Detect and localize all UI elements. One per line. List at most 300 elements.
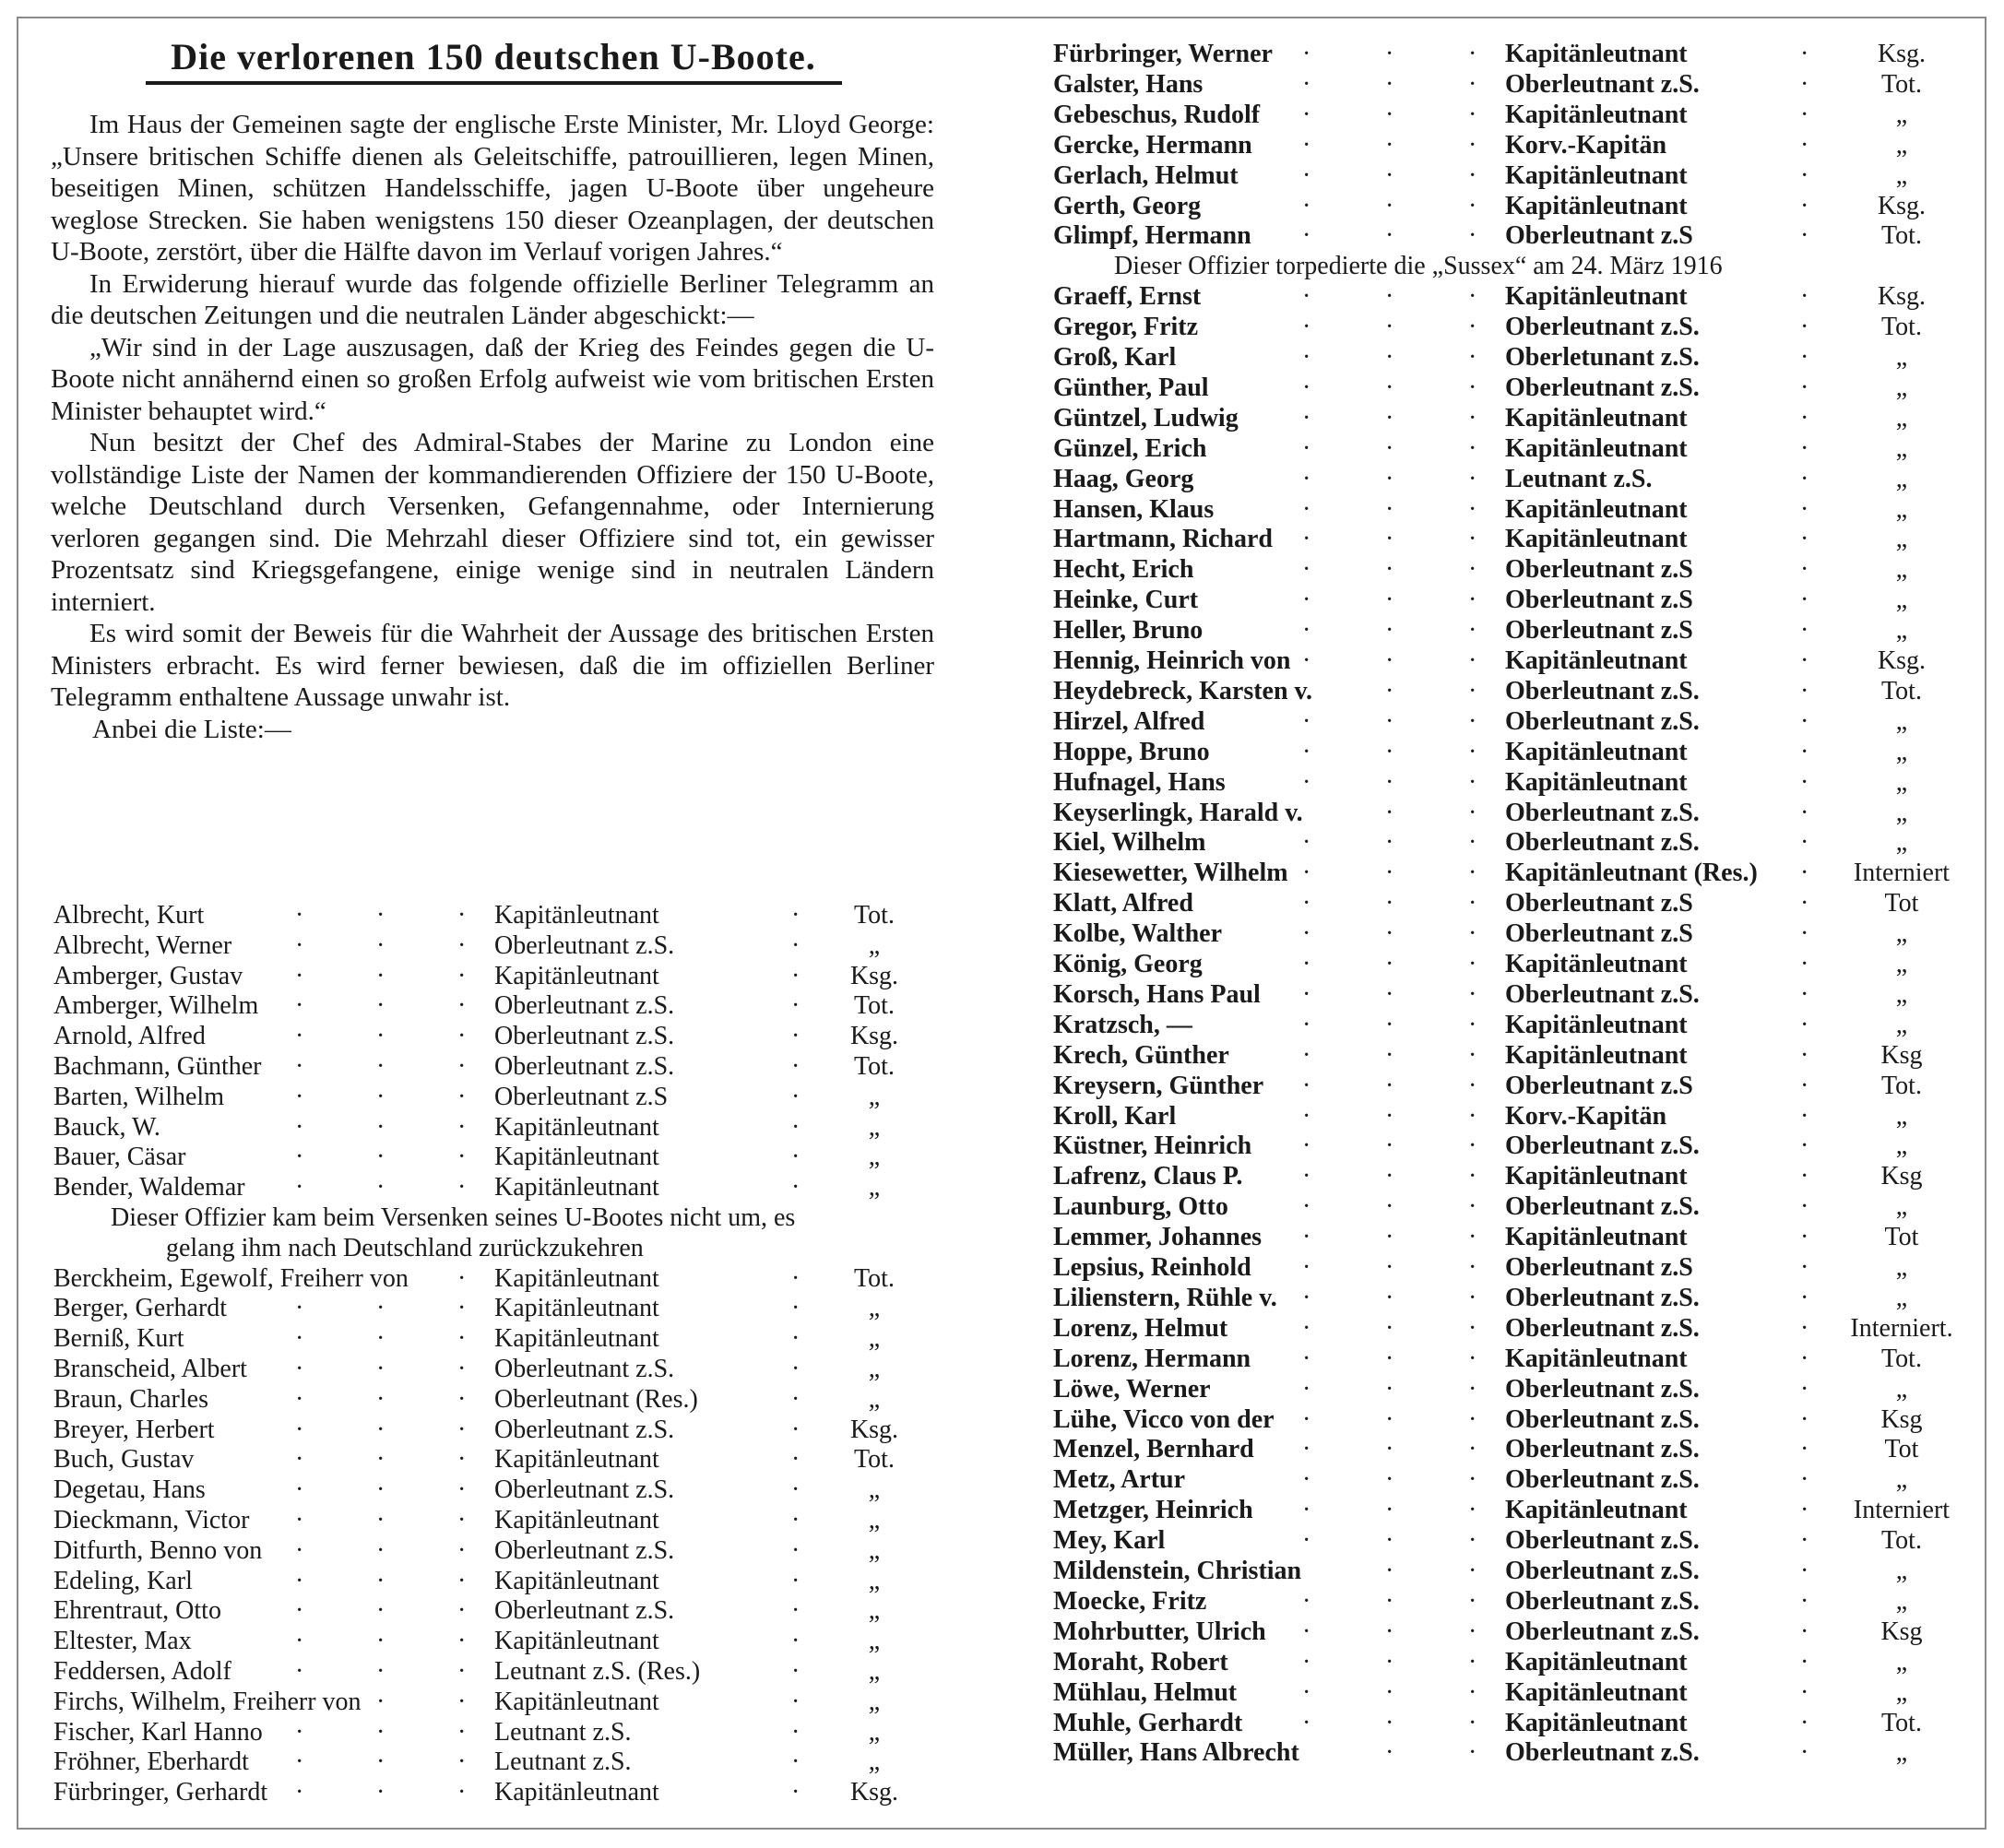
- officer-rank: Oberleutnant z.S.: [494, 1355, 675, 1383]
- officer-status: „: [868, 1475, 881, 1505]
- officer-rank: Oberleutnant z.S.: [494, 1052, 675, 1081]
- officer-name: Bender, Waldemar: [53, 1173, 245, 1202]
- list-row: [1053, 494, 1975, 525]
- officer-rank: Kapitänleutnant: [1505, 646, 1688, 675]
- leader-dot: ·: [1302, 859, 1311, 888]
- leader-dot: ·: [376, 1475, 385, 1505]
- officer-status: Ksg.: [1877, 40, 1927, 68]
- officer-rank: Oberleutnant z.S.: [1505, 676, 1700, 705]
- leader-dot: ·: [1302, 221, 1311, 251]
- officer-status: Ksg.: [1877, 282, 1927, 312]
- leader-dot: ·: [791, 1052, 800, 1081]
- list-row: [53, 1687, 939, 1717]
- leader-dot: ·: [791, 1445, 800, 1475]
- leader-dot: ·: [1468, 798, 1477, 827]
- list-note: Dieser Offizier torpedierte die „Sussex“ am 24. März 1916: [1114, 252, 1723, 281]
- officer-status: „: [1895, 919, 1908, 949]
- leader-dot: ·: [1800, 403, 1809, 432]
- leader-dot: ·: [1800, 616, 1809, 646]
- officer-status: „: [1895, 798, 1908, 827]
- leader-dot: ·: [1468, 1253, 1477, 1282]
- leader-dot: ·: [1800, 1557, 1809, 1585]
- officer-rank: Oberleutnant z.S.: [1505, 1283, 1700, 1312]
- officer-rank: Oberleutnant z.S.: [1505, 313, 1700, 342]
- leader-dot: ·: [1385, 69, 1394, 99]
- leader-dot: ·: [295, 961, 304, 990]
- leader-dot: ·: [295, 1747, 304, 1777]
- leader-dot: ·: [295, 1657, 304, 1686]
- leader-dot: ·: [1800, 1253, 1809, 1282]
- leader-dot: ·: [1468, 1040, 1477, 1070]
- list-row: [53, 1747, 939, 1777]
- leader-dot: ·: [376, 1657, 385, 1686]
- leader-dot: ·: [1468, 1557, 1477, 1585]
- leader-dot: ·: [791, 1687, 800, 1716]
- list-row: [1053, 1101, 1975, 1131]
- leader-dot: ·: [1800, 1496, 1809, 1525]
- leader-dot: ·: [1468, 1283, 1477, 1312]
- leader-dot: ·: [1302, 343, 1311, 372]
- officer-status: „: [1895, 494, 1908, 524]
- officer-rank: Kapitänleutnant: [1505, 1040, 1688, 1070]
- officer-name: Arnold, Alfred: [53, 1022, 206, 1051]
- officer-status: „: [1895, 464, 1908, 493]
- officer-rank: Oberleutnant z.S.: [1505, 1313, 1700, 1343]
- list-row: [1053, 130, 1975, 160]
- officer-rank: Oberleutnant z.S: [1505, 889, 1693, 918]
- officer-status: „: [1895, 403, 1908, 432]
- list-row: [53, 1354, 939, 1384]
- leader-dot: ·: [1468, 433, 1477, 463]
- list-row: [53, 1505, 939, 1535]
- officer-name: Günther, Paul: [1053, 373, 1209, 402]
- officer-status: „: [1895, 100, 1908, 129]
- list-row: [53, 1172, 939, 1202]
- list-row: [53, 1656, 939, 1687]
- officer-status: Tot.: [1881, 313, 1922, 342]
- list-row: [53, 900, 939, 930]
- leader-dot: ·: [295, 1173, 304, 1202]
- officer-rank: Oberleutnant z.S.: [494, 991, 675, 1021]
- leader-dot: ·: [1385, 1465, 1394, 1495]
- officer-name: Haag, Georg: [1053, 464, 1194, 493]
- list-row: [53, 1535, 939, 1566]
- leader-dot: ·: [1385, 798, 1394, 827]
- leader-dot: ·: [1385, 919, 1394, 949]
- officer-name: Moraht, Robert: [1053, 1647, 1228, 1676]
- list-row: [1053, 312, 1975, 342]
- officer-status: „: [1895, 1465, 1908, 1495]
- officer-rank: Kapitänleutnant: [494, 1324, 659, 1354]
- officer-name: Gerth, Georg: [1053, 191, 1202, 220]
- leader-dot: ·: [457, 1143, 467, 1172]
- leader-dot: ·: [791, 1384, 800, 1414]
- officer-status: „: [1895, 1374, 1908, 1404]
- leader-dot: ·: [1468, 1071, 1477, 1100]
- officer-status: „: [868, 1687, 881, 1716]
- officer-name: Albrecht, Kurt: [53, 901, 205, 930]
- leader-dot: ·: [1302, 586, 1311, 615]
- leader-dot: ·: [1800, 1071, 1809, 1100]
- officer-name: König, Georg: [1053, 950, 1203, 978]
- leader-dot: ·: [1800, 1435, 1809, 1464]
- leader-dot: ·: [457, 1324, 467, 1354]
- officer-rank: Oberleutnant z.S.: [1505, 1526, 1700, 1556]
- leader-dot: ·: [1800, 100, 1809, 129]
- officer-name: Groß, Karl: [1053, 343, 1177, 372]
- officer-name: Heller, Bruno: [1053, 616, 1204, 646]
- leader-dot: ·: [1302, 1283, 1311, 1312]
- officer-rank: Kapitänleutnant: [494, 961, 659, 990]
- officer-status: „: [1895, 1131, 1908, 1161]
- leader-dot: ·: [1468, 706, 1477, 736]
- leader-dot: ·: [1468, 343, 1477, 372]
- leader-dot: ·: [1385, 1557, 1394, 1585]
- officer-status: „: [1895, 1677, 1908, 1707]
- leader-dot: ·: [1385, 100, 1394, 129]
- leader-dot: ·: [295, 901, 304, 930]
- list-note: gelang ihm nach Deutschland zurückzukehren: [166, 1233, 644, 1262]
- leader-dot: ·: [1385, 1617, 1394, 1646]
- officer-rank: Kapitänleutnant: [1505, 950, 1688, 978]
- leader-dot: ·: [1468, 767, 1477, 797]
- leader-dot: ·: [1468, 859, 1477, 888]
- leader-dot: ·: [1468, 646, 1477, 675]
- leader-dot: ·: [295, 1445, 304, 1475]
- list-row: [1053, 373, 1975, 403]
- leader-dot: ·: [791, 1415, 800, 1444]
- officer-name: Berckheim, Egewolf, Freiherr von: [53, 1263, 409, 1293]
- leader-dot: ·: [791, 961, 800, 990]
- officer-name: Amberger, Wilhelm: [53, 991, 259, 1021]
- leader-dot: ·: [1302, 1374, 1311, 1404]
- officer-rank: Oberleutnant z.S.: [1505, 1192, 1700, 1222]
- leader-dot: ·: [791, 1294, 800, 1323]
- leader-dot: ·: [1385, 950, 1394, 978]
- officer-name: Hartmann, Richard: [1053, 525, 1273, 554]
- officer-rank: Oberleutnant z.S.: [1505, 1131, 1700, 1161]
- leader-dot: ·: [1800, 1101, 1809, 1131]
- list-row: [53, 1777, 939, 1807]
- leader-dot: ·: [457, 1475, 467, 1505]
- leader-dot: ·: [1800, 1192, 1809, 1222]
- officer-status: Interniert: [1853, 1496, 1951, 1525]
- officer-rank: Oberleutnant (Res.): [494, 1384, 698, 1414]
- list-row: [1053, 1708, 1975, 1738]
- officer-name: Kolbe, Walther: [1053, 919, 1223, 949]
- list-row: [53, 1415, 939, 1445]
- officer-name: Gerlach, Helmut: [1053, 160, 1239, 190]
- list-row: [1053, 1525, 1975, 1556]
- officer-name: Branscheid, Albert: [53, 1355, 247, 1383]
- leader-dot: ·: [1302, 1617, 1311, 1646]
- leader-dot: ·: [295, 1506, 304, 1534]
- leader-dot: ·: [1385, 1192, 1394, 1222]
- leader-dot: ·: [1302, 282, 1311, 312]
- officer-name: Lorenz, Hermann: [1053, 1344, 1251, 1373]
- officer-rank: Kapitänleutnant: [1505, 737, 1688, 766]
- officer-status: Ksg.: [849, 1778, 899, 1807]
- leader-dot: ·: [457, 991, 467, 1021]
- officer-status: „: [1895, 586, 1908, 615]
- leader-dot: ·: [457, 1747, 467, 1777]
- leader-dot: ·: [1302, 1162, 1311, 1191]
- leader-dot: ·: [1302, 1101, 1311, 1131]
- list-row: [53, 1595, 939, 1626]
- list-row: [1053, 949, 1975, 979]
- officer-rank: Kapitänleutnant: [494, 1173, 659, 1202]
- officer-name: Lemmer, Johannes: [1053, 1223, 1263, 1252]
- leader-dot: ·: [1302, 1647, 1311, 1676]
- leader-dot: ·: [1302, 69, 1311, 99]
- leader-dot: ·: [295, 1022, 304, 1051]
- leader-dot: ·: [1302, 403, 1311, 432]
- leader-dot: ·: [1800, 464, 1809, 493]
- leader-dot: ·: [376, 1112, 385, 1142]
- leader-dot: ·: [791, 901, 800, 930]
- leader-dot: ·: [1302, 373, 1311, 402]
- leader-dot: ·: [1800, 525, 1809, 554]
- leader-dot: ·: [1800, 1313, 1809, 1343]
- officer-rank: Kapitänleutnant: [1505, 282, 1688, 312]
- leader-dot: ·: [1385, 1404, 1394, 1434]
- officer-name: Lorenz, Helmut: [1053, 1313, 1228, 1343]
- list-row: [1053, 281, 1975, 312]
- officer-name: Gregor, Fritz: [1053, 313, 1199, 342]
- leader-dot: ·: [1800, 160, 1809, 190]
- leader-dot: ·: [1468, 191, 1477, 220]
- list-row: [53, 961, 939, 991]
- leader-dot: ·: [295, 1384, 304, 1414]
- list-row: [1053, 464, 1975, 494]
- officer-name: Launburg, Otto: [1053, 1192, 1228, 1222]
- leader-dot: ·: [376, 1082, 385, 1111]
- officer-rank: Oberleutnant z.S.: [494, 1475, 675, 1505]
- officer-name: Müller, Hans Albrecht: [1053, 1738, 1299, 1768]
- officer-name: Menzel, Bernhard: [1053, 1435, 1254, 1464]
- officer-rank: Kapitänleutnant: [1505, 1223, 1688, 1252]
- list-row: [1053, 524, 1975, 554]
- officer-rank: Kapitänleutnant: [494, 1445, 659, 1475]
- leader-dot: ·: [1385, 555, 1394, 585]
- officer-status: Tot.: [1881, 69, 1922, 99]
- leader-dot: ·: [295, 1052, 304, 1081]
- leader-dot: ·: [1302, 646, 1311, 675]
- leader-dot: ·: [457, 1263, 467, 1293]
- officer-status: „: [1895, 525, 1908, 554]
- officer-status: Tot.: [854, 1052, 895, 1081]
- officer-name: Albrecht, Werner: [53, 930, 232, 960]
- list-row: [1053, 191, 1975, 221]
- list-row: [1053, 1161, 1975, 1191]
- leader-dot: ·: [376, 1355, 385, 1383]
- officer-name: Bauck, W.: [53, 1112, 160, 1142]
- officer-name: Hoppe, Bruno: [1053, 737, 1210, 766]
- officer-rank: Kapitänleutnant: [494, 1506, 659, 1534]
- list-row: [53, 1051, 939, 1082]
- list-row: [53, 990, 939, 1021]
- officer-rank: Korv.-Kapitän: [1505, 130, 1667, 160]
- officer-name: Kratzsch, —: [1053, 1010, 1192, 1039]
- leader-dot: ·: [1302, 525, 1311, 554]
- leader-dot: ·: [1385, 1162, 1394, 1191]
- officer-name: Kroll, Karl: [1053, 1101, 1177, 1131]
- leader-dot: ·: [1302, 1496, 1311, 1525]
- leader-dot: ·: [1385, 859, 1394, 888]
- officer-status: „: [1895, 1586, 1908, 1616]
- leader-dot: ·: [1468, 1677, 1477, 1707]
- leader-dot: ·: [1800, 1708, 1809, 1737]
- leader-dot: ·: [791, 1627, 800, 1656]
- leader-dot: ·: [1468, 221, 1477, 251]
- officer-name: Metzger, Heinrich: [1053, 1496, 1253, 1525]
- leader-dot: ·: [1468, 1010, 1477, 1039]
- leader-dot: ·: [791, 1355, 800, 1383]
- leader-dot: ·: [1468, 1465, 1477, 1495]
- article-title: Die verlorenen 150 deutschen U-Boote.: [171, 36, 816, 77]
- leader-dot: ·: [376, 1143, 385, 1172]
- list-row: [1053, 220, 1975, 251]
- officer-rank: Oberleutnant z.S: [1505, 919, 1693, 949]
- list-row: [1053, 39, 1975, 69]
- officer-name: Löwe, Werner: [1053, 1374, 1211, 1404]
- officer-status: Interniert.: [1850, 1313, 1953, 1343]
- leader-dot: ·: [1385, 676, 1394, 705]
- officer-status: Ksg: [1880, 1617, 1923, 1646]
- officer-status: Tot.: [1881, 1071, 1922, 1100]
- leader-dot: ·: [1800, 1647, 1809, 1676]
- list-row: [1053, 827, 1975, 858]
- leader-dot: ·: [295, 1294, 304, 1323]
- officer-status: „: [868, 1355, 881, 1383]
- officer-rank: Kapitänleutnant: [1505, 1496, 1688, 1525]
- officer-status: „: [1895, 950, 1908, 978]
- leader-dot: ·: [1385, 1677, 1394, 1707]
- leader-dot: ·: [1385, 191, 1394, 220]
- leader-dot: ·: [1468, 373, 1477, 402]
- officer-status: „: [1895, 1010, 1908, 1039]
- officer-rank: Kapitänleutnant: [494, 1627, 659, 1656]
- officer-status: Tot.: [1881, 1708, 1922, 1737]
- list-row: [1053, 1191, 1975, 1222]
- officer-rank: Oberleutnant z.S.: [1505, 69, 1700, 99]
- officer-rank: Korv.-Kapitän: [1505, 1101, 1667, 1131]
- officer-name: Günzel, Erich: [1053, 433, 1207, 463]
- leader-dot: ·: [1468, 1617, 1477, 1646]
- leader-dot: ·: [376, 1415, 385, 1444]
- list-row: [1053, 1252, 1975, 1283]
- officer-name: Lühe, Vicco von der: [1053, 1404, 1275, 1434]
- title-underline: [146, 81, 842, 85]
- leader-dot: ·: [1468, 403, 1477, 432]
- leader-dot: ·: [1302, 1192, 1311, 1222]
- leader-dot: ·: [1302, 1435, 1311, 1464]
- leader-dot: ·: [457, 1052, 467, 1081]
- list-row: [53, 1082, 939, 1112]
- officer-status: „: [868, 1747, 881, 1777]
- list-row: [1053, 403, 1975, 433]
- list-row: [53, 1263, 939, 1294]
- leader-dot: ·: [295, 930, 304, 960]
- leader-dot: ·: [1385, 767, 1394, 797]
- leader-dot: ·: [1385, 737, 1394, 766]
- leader-dot: ·: [1468, 1404, 1477, 1434]
- leader-dot: ·: [1468, 1192, 1477, 1222]
- leader-dot: ·: [457, 1355, 467, 1383]
- list-intro: Anbei die Liste:—: [92, 714, 291, 744]
- leader-dot: ·: [457, 1566, 467, 1595]
- leader-dot: ·: [376, 1596, 385, 1626]
- list-row: [1053, 737, 1975, 767]
- leader-dot: ·: [457, 1778, 467, 1807]
- officer-status: „: [868, 1324, 881, 1354]
- leader-dot: ·: [457, 1294, 467, 1323]
- leader-dot: ·: [295, 1535, 304, 1565]
- officer-name: Ditfurth, Benno von: [53, 1535, 263, 1565]
- leader-dot: ·: [1468, 100, 1477, 129]
- officer-name: Dieckmann, Victor: [53, 1506, 250, 1534]
- officer-rank: Oberleutnant z.S.: [1505, 1586, 1700, 1616]
- officer-rank: Oberleutnant z.S.: [494, 930, 675, 960]
- officer-status: „: [1895, 737, 1908, 766]
- officer-status: „: [868, 1082, 881, 1111]
- leader-dot: ·: [1302, 433, 1311, 463]
- leader-dot: ·: [1385, 1131, 1394, 1161]
- officer-name: Eltester, Max: [53, 1627, 192, 1656]
- leader-dot: ·: [1385, 1374, 1394, 1404]
- list-row: [1053, 888, 1975, 918]
- leader-dot: ·: [1385, 464, 1394, 493]
- paragraph: Nun besitzt der Chef des Admiral-Stabes der Marine zu London eine vollständige Liste der Namen der kommandierenden Offiziere der 150 U-Boote, welche Deutschland durch Versenken, Gefangennahme, oder Internierung verloren gegangen sind. Die Mehrzahl dieser Offiziere sind tot, ein gewisser Prozentsatz sind Kriegsgefangene, einige wenige sind in neutralen Ländern interniert.: [51, 428, 934, 617]
- leader-dot: ·: [1800, 1010, 1809, 1039]
- leader-dot: ·: [791, 1082, 800, 1111]
- officer-rank: Kapitänleutnant: [494, 1143, 659, 1172]
- officer-rank: Oberleutnant z.S.: [1505, 798, 1700, 827]
- leader-dot: ·: [376, 1535, 385, 1565]
- leader-dot: ·: [1302, 191, 1311, 220]
- list-row: [53, 1112, 939, 1143]
- officer-status: Ksg.: [849, 1415, 899, 1444]
- leader-dot: ·: [1468, 313, 1477, 342]
- leader-dot: ·: [1468, 828, 1477, 858]
- list-row: [53, 1021, 939, 1051]
- officer-rank: Kapitänleutnant: [1505, 403, 1688, 432]
- officer-rank: Oberleutnant z.S.: [1505, 1617, 1700, 1646]
- leader-dot: ·: [295, 1475, 304, 1505]
- leader-dot: ·: [376, 1324, 385, 1354]
- leader-dot: ·: [1800, 1131, 1809, 1161]
- officer-name: Mohrbutter, Ulrich: [1053, 1617, 1266, 1646]
- list-row: [1053, 1313, 1975, 1344]
- list-row: [1053, 1071, 1975, 1101]
- leader-dot: ·: [791, 1475, 800, 1505]
- officer-rank: Leutnant z.S. (Res.): [494, 1657, 701, 1686]
- leader-dot: ·: [791, 991, 800, 1021]
- officer-name: Feddersen, Adolf: [53, 1657, 231, 1686]
- leader-dot: ·: [457, 1596, 467, 1626]
- list-row: [1053, 646, 1975, 676]
- officer-name: Mey, Karl: [1053, 1526, 1166, 1556]
- leader-dot: ·: [791, 1112, 800, 1142]
- officer-rank: Kapitänleutnant: [1505, 191, 1688, 220]
- officer-rank: Kapitänleutnant: [1505, 1677, 1688, 1707]
- leader-dot: ·: [457, 1082, 467, 1111]
- leader-dot: ·: [1800, 889, 1809, 918]
- leader-dot: ·: [1468, 1738, 1477, 1768]
- leader-dot: ·: [1800, 313, 1809, 342]
- leader-dot: ·: [1385, 282, 1394, 312]
- officer-name: Barten, Wilhelm: [53, 1082, 224, 1111]
